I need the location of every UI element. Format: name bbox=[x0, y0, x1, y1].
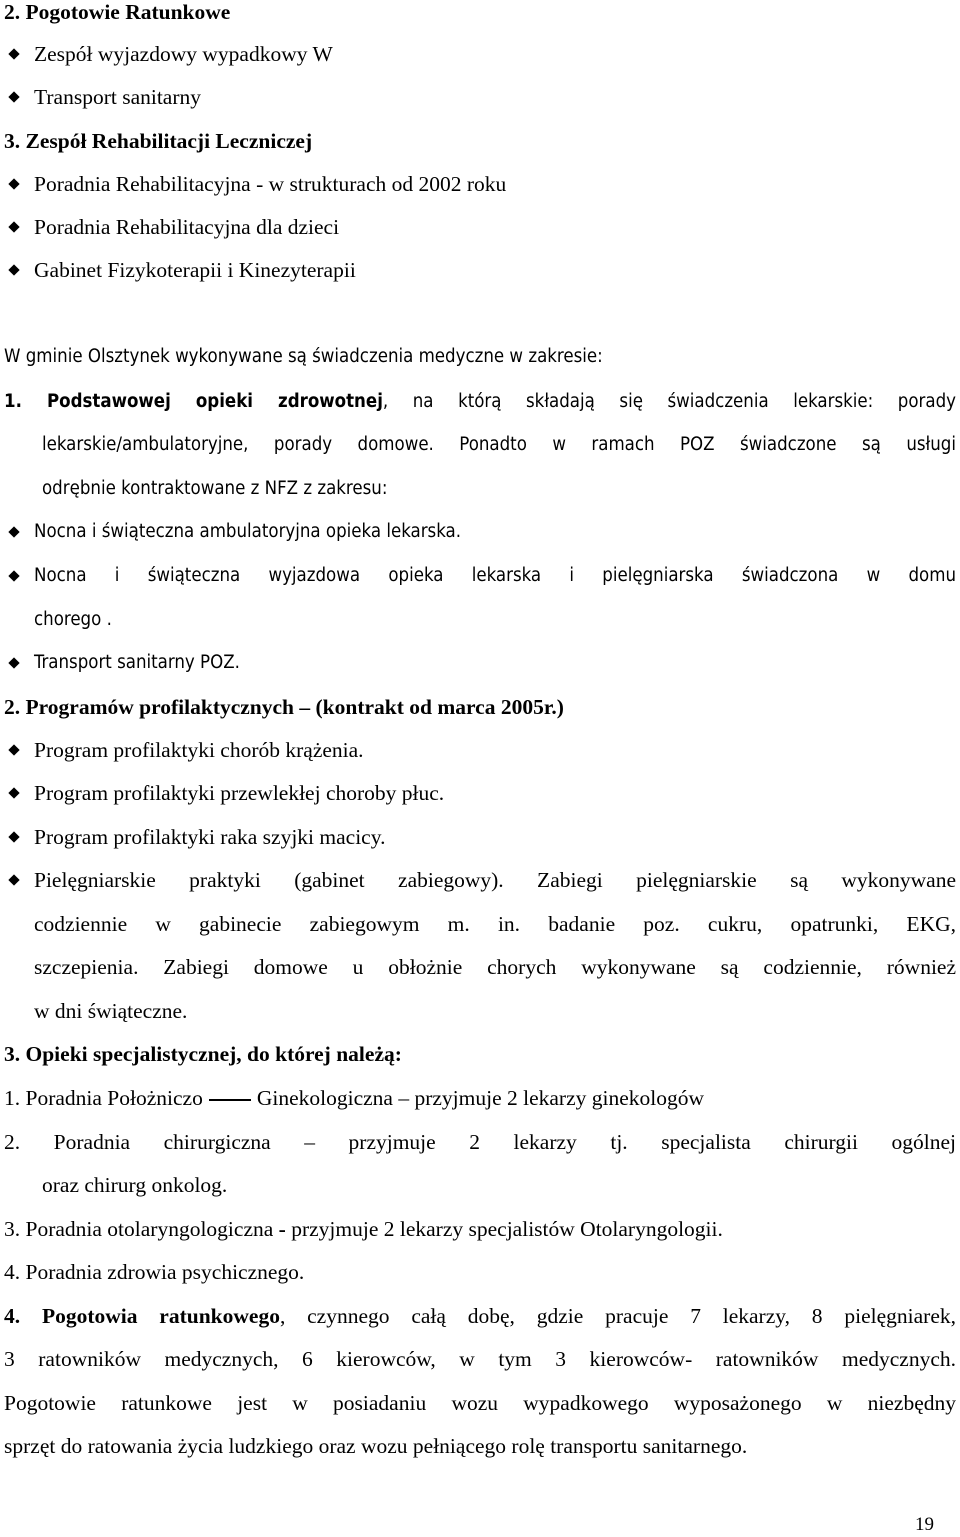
dash-bold: - bbox=[278, 1217, 286, 1241]
heading-2: 2. Pogotowie Ratunkowe bbox=[4, 0, 231, 24]
heading-3: 3. Zespół Rehabilitacji Leczniczej bbox=[4, 129, 313, 153]
list-item: Pielęgniarskie praktyki (gabinet zabiegowy). Zabiegi pielęgniarskie są wykonywane bbox=[34, 868, 956, 892]
section-2-title: 2. Programów profilaktycznych – (kontrakt od marca 2005r.) bbox=[4, 695, 564, 719]
list-item: Nocna i świąteczna wyjazdowa opieka lekarska i pielęgniarska świadczona w domu bbox=[34, 565, 956, 586]
list-item-continued: chorego . bbox=[34, 609, 112, 630]
bullet-diamond-icon bbox=[8, 787, 19, 798]
section-4-text: 3 ratowników medycznych, 6 kierowców, w tym 3 kierowców- ratowników medycznych. bbox=[4, 1347, 956, 1371]
clinic-item: 2. Poradnia chirurgiczna – przyjmuje 2 lekarzy tj. specjalista chirurgii ogólnej bbox=[4, 1130, 956, 1154]
bullet-diamond-icon bbox=[8, 91, 19, 102]
list-item-continued: w dni świąteczne. bbox=[34, 999, 188, 1023]
section-4-text: sprzęt do ratowania życia ludzkiego oraz wozu pełniącego rolę transportu sanitarnego. bbox=[4, 1434, 748, 1458]
section-4-text: Pogotowie ratunkowe jest w posiadaniu wozu wypadkowego wyposażonego w niezbędny bbox=[4, 1391, 956, 1415]
list-item-continued: codziennie w gabinecie zabiegowym m. in. badanie poz. cukru, opatrunki, EKG, bbox=[34, 912, 956, 936]
clinic-text: przyjmuje 2 lekarzy specjalistów Otolaryngologii. bbox=[285, 1217, 723, 1241]
bullet-diamond-icon bbox=[8, 831, 19, 842]
bullet-diamond-icon bbox=[8, 48, 19, 59]
list-item: Program profilaktyki raka szyjki macicy. bbox=[34, 825, 386, 849]
clinic-name: 3. Poradnia otolaryngologiczna bbox=[4, 1217, 279, 1241]
clinic-item bbox=[4, 1215, 723, 1243]
section-1-text: lekarskie/ambulatoryjne, porady domowe. bbox=[42, 434, 434, 455]
list-item: Transport sanitarny POZ. bbox=[34, 652, 240, 673]
bullet-diamond-icon bbox=[8, 526, 19, 537]
list-item: Poradnia Rehabilitacyjna - w strukturach od 2002 roku bbox=[34, 172, 507, 196]
bullet-diamond-icon bbox=[8, 178, 19, 189]
list-item: Transport sanitarny bbox=[34, 85, 202, 109]
list-item: Poradnia Rehabilitacyjna dla dzieci bbox=[34, 215, 340, 239]
section-1-text: , na którą składają się świadczenia lekarskie: porady bbox=[382, 391, 957, 412]
bullet-diamond-icon bbox=[8, 744, 19, 755]
section-3-title: 3. Opieki specjalistycznej, do której należą: bbox=[4, 1042, 402, 1066]
section-4-line bbox=[4, 1302, 956, 1330]
list-item: Gabinet Fizykoterapii i Kinezyterapii bbox=[34, 258, 356, 282]
list-item: Zespół wyjazdowy wypadkowy W bbox=[34, 42, 333, 66]
bullet-diamond-icon bbox=[8, 657, 19, 668]
list-item: Program profilaktyki chorób krążenia. bbox=[34, 738, 364, 762]
section-1-line bbox=[4, 388, 956, 416]
intro-paragraph: W gminie Olsztynek wykonywane są świadczenia medyczne w zakresie: bbox=[4, 346, 603, 367]
clinic-name: 1. Poradnia Położniczo bbox=[4, 1086, 203, 1110]
bullet-diamond-icon bbox=[8, 221, 19, 232]
clinic-item bbox=[4, 1084, 704, 1112]
list-item: Program profilaktyki przewlekłej choroby płuc. bbox=[34, 781, 445, 805]
list-item-continued: szczepienia. Zabiegi domowe u obłożnie chorych wykonywane są codziennie, również bbox=[34, 955, 956, 979]
section-1-text: Ponadto w ramach POZ świadczone są usługi bbox=[433, 434, 957, 455]
section-4-text: , czynnego całą dobę, gdzie pracuje 7 lekarzy, 8 pielęgniarek, bbox=[279, 1304, 956, 1328]
page-number: 19 bbox=[915, 1514, 934, 1535]
bullet-diamond-icon bbox=[8, 264, 19, 275]
clinic-item-continued: oraz chirurg onkolog. bbox=[42, 1173, 228, 1197]
section-1-text: odrębnie kontraktowane z NFZ z zakresu: bbox=[42, 478, 388, 499]
clinic-item: 4. Poradnia zdrowia psychicznego. bbox=[4, 1260, 305, 1284]
section-1-title: 1. Podstawowej opieki zdrowotnej bbox=[4, 391, 383, 412]
section-1-line bbox=[42, 431, 956, 459]
bullet-diamond-icon bbox=[8, 570, 19, 581]
clinic-name: Ginekologiczna – przyjmuje 2 lekarzy ginekologów bbox=[256, 1086, 705, 1110]
long-dash-icon bbox=[209, 1099, 251, 1101]
bullet-diamond-icon bbox=[8, 874, 19, 885]
list-item: Nocna i świąteczna ambulatoryjna opieka lekarska. bbox=[34, 521, 462, 542]
section-4-title: 4. Pogotowia ratunkowego bbox=[4, 1304, 280, 1328]
